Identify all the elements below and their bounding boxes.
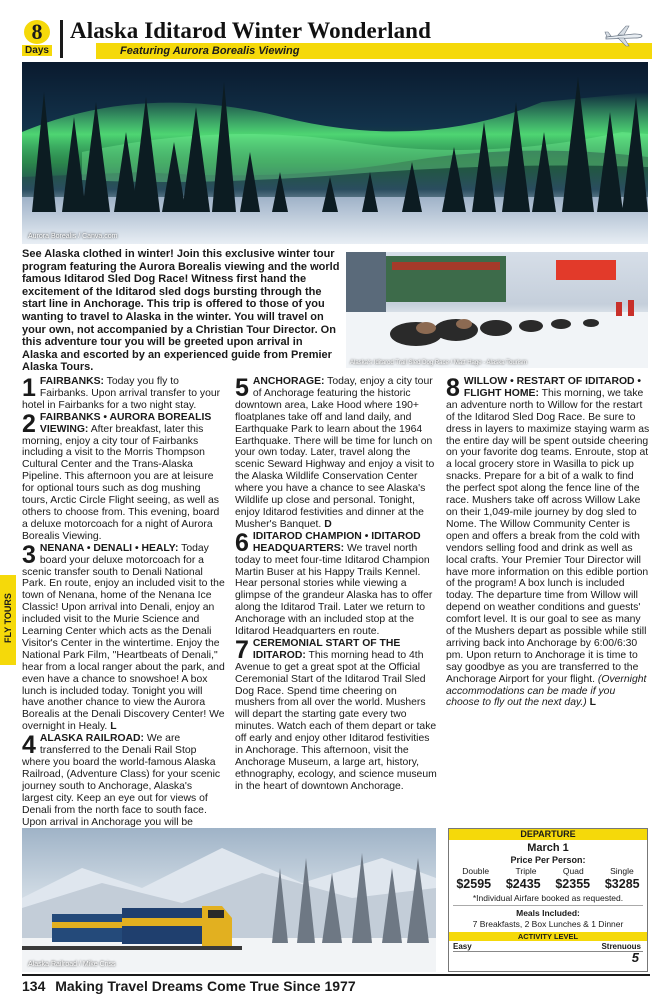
itinerary-day-6 (235, 528, 437, 638)
airfare-note: *Individual Airfare booked as requested. (472, 893, 624, 903)
price-quad: $2355 (555, 877, 591, 891)
day-heading: FAIRBANKS • AURORA BOREALIS VIEWING: (39, 411, 212, 435)
sled-dog-photo (346, 252, 648, 368)
room-prices (449, 877, 647, 891)
intro-text: See Alaska clothed in winter! Join this exclusive winter tour program featuring the Aurora Borealis viewing and the world famous Iditarod Sled Dog Race! Witness first hand the excitement of the Iditarod sled dogs bursting through the start line in Anchorage. This trip is offered to those of you wanting to travel to Alaska in the winter. You will travel on your own, not accompanied by a Christian Tour Director. On this adventure tour you will be greeted upon arrival in Alaska and escorted by an experienced guide from Premier Alaska Tours. (22, 248, 340, 374)
day-text: Today you fly to Fairbanks. Upon arrival transfer to your hotel in Fairbanks for a two night stay. (22, 376, 221, 411)
railroad-photo (22, 828, 436, 972)
price-double: $2595 (456, 877, 492, 891)
day-heading: ANCHORAGE: (252, 376, 325, 387)
day-text: After breakfast, later this morning, enjoy a city tour of Fairbanks including a visit to the Morris Thompson Cultural Center and the Trans-Alaska Pipeline. This afternoon you are at leisure for optional tours such as dog mushing tours, Arctic Circle Flight seeing, as well as others to choose from. This evening, board a deluxe motorcoach for a night of Aurora Borealis Viewing. (22, 423, 220, 542)
section-tab (0, 575, 16, 665)
day-meal-code: L (589, 697, 596, 709)
sled-dog-photo-caption: Alaska's Iditarod Trail Sled Dog Race / Matt Hage - Alaska Tourism (350, 360, 528, 366)
header-divider (60, 20, 63, 58)
aurora-photo (22, 62, 648, 244)
footer-tagline: Making Travel Dreams Come True Since 1977 (55, 978, 356, 994)
day-number: 6 (235, 528, 249, 557)
meals-included: 7 Breakfasts, 2 Box Lunches & 1 Dinner (472, 919, 624, 929)
railroad-scene (22, 828, 436, 972)
divider (453, 905, 643, 906)
day-heading: IDITAROD CHAMPION • IDITAROD HEADQUARTERS: (252, 530, 421, 554)
itinerary-day-5 (235, 376, 437, 531)
itinerary-day-8 (446, 376, 650, 709)
day-number: 3 (22, 540, 36, 569)
day-heading: CEREMONIAL START OF THE IDITAROD: (252, 637, 401, 661)
day-heading: WILLOW • RESTART OF IDITAROD • FLIGHT HOME: (463, 376, 642, 399)
departure-date: March 1 (527, 842, 569, 854)
days-number: 8 (24, 20, 50, 44)
itinerary-column-1 (22, 376, 226, 852)
airplane-icon (604, 24, 644, 48)
section-tab-label: FLY TOURS (3, 593, 13, 643)
day-heading: NENANA • DENALI • HEALY: (39, 542, 179, 554)
activity-level-heading: ACTIVITY LEVEL (449, 932, 647, 941)
day-note: (Overnight accommodations can be made if you choose to fly out the next day.) (446, 673, 647, 709)
room-type-triple: Triple (515, 866, 537, 876)
itinerary-day-2 (22, 409, 226, 543)
price-per-person-label: Price Per Person: (510, 855, 586, 865)
day-meal-code: D (324, 518, 332, 530)
day-number: 5 (235, 374, 249, 402)
room-type-double: Double (462, 866, 490, 876)
day-heading: FAIRBANKS: (39, 376, 104, 387)
aurora-photo-caption: Aurora Borealis / Canva.com (28, 233, 118, 240)
activity-easy-label: Easy (453, 942, 472, 951)
room-types (449, 866, 647, 876)
room-type-single: Single (610, 866, 634, 876)
day-number: 2 (22, 409, 36, 438)
itinerary-day-1 (22, 376, 226, 412)
days-badge (22, 20, 52, 58)
itinerary-column-3 (446, 376, 650, 709)
page-subtitle: Featuring Aurora Borealis Viewing (96, 43, 652, 59)
itinerary-day-3 (22, 540, 226, 734)
day-heading: ALASKA RAILROAD: (39, 733, 144, 745)
activity-level-scale (449, 941, 647, 963)
sled-dog-scene (346, 252, 648, 368)
day-number: 1 (22, 374, 36, 402)
activity-level-value: 5 (631, 950, 639, 965)
days-label: Days (22, 45, 52, 56)
price-single: $3285 (604, 877, 640, 891)
activity-scale-line (453, 951, 643, 952)
day-text: We travel north today to meet four-time Iditarod Champion Martin Buser at his Happy Trails Kennel. Hear personal stories while viewing a glimpse of the grandeur Alaska has to offer along the Iditarod Trail. Later we return to Anchorage with an included stop at the Iditarod Headquarters en route. (235, 542, 433, 638)
day-number: 7 (235, 635, 249, 664)
meals-heading: Meals Included: (516, 908, 580, 918)
day-text: Today board your deluxe motorcoach for a scenic transfer south to Denali National Park. En route, enjoy an included visit to the town of Nenana, home of the Nenana Ice Classic! Upon arrival into Denali, enjoy an included visit to the Murie Science and Learning Center which acts as the Denali Visitor's Center in the wintertime. Enjoy the National Park Film, "Heartbeats of Denali," hear from a local ranger about the park, and even have a chance to snowshoe! A box lunch is included today. Tonight you will have another chance to view the Aurora Borealis at the Denali Discovery Center! We overnight in Healy. (22, 542, 225, 733)
page-header (22, 18, 650, 60)
page-footer (22, 978, 356, 994)
footer-divider (22, 974, 650, 976)
departure-box (448, 828, 648, 972)
day-text: This morning head to 4th Avenue to get a great spot at the Official Ceremonial Start of the Iditarod Trail Sled Dog Race. Spend time cheering on mushers from all over the world. Mushers will depart the starting gate every two minutes. Watch each of them depart or take off early and enjoy other Iditarod festivities in Anchorage. This afternoon, visit the Anchorage Museum, a large art, history, ethnography, ecology, and science museum in the heart of downtown Anchorage. (235, 649, 437, 792)
day-meal-code: L (110, 721, 117, 733)
activity-strenuous-label: Strenuous (601, 942, 641, 951)
railroad-photo-caption: Alaska Railroad / Mike Criss (28, 961, 116, 968)
departure-heading: DEPARTURE (449, 829, 647, 840)
day-text: Today, enjoy a city tour of Anchorage featuring the historic downtown area, Lake Hood where 190+ floatplanes take off and land daily, and Earthquake Park to learn about the 1964 Earthquake. There will be time for lunch on your own today. Later, travel along the scenic Seward Highway and enjoy a visit to the Alaska Wildlife Conservation Center where you have a chance to see Alaska's Wildlife up close and personal. Tonight, enjoy Iditarod festivities and dinner at the Musher's Banquet. (235, 376, 435, 530)
day-number: 4 (22, 731, 36, 760)
room-type-quad: Quad (562, 866, 584, 876)
page-title: Alaska Iditarod Winter Wonderland (70, 18, 431, 43)
day-text: This morning, we take an adventure north to Willow for the restart of the Iditarod Sled Dog Race. Be sure to dress in layers to maximize staying warm as the entire day will be spent outside cheering on your favorite dog teams. Enroute, stop at a local grocery store in Wasilla to pick up snacks. Prepare for a bit of a walk to find the perfect spot along the fence line of the race. Mushers take off across Willow Lake on their 1,049-mile journey by dog sled to Nome. The Willow Community Center is open and offers a break from the cold with vendors selling food and drink as well as local crafts. Your Premier Tour Director will have more information on this edible portion of the program! A box lunch is included today. The departure time from Willow will depend on weather conditions and guests' comfort level. It is our goal to see as many of the Mushers depart as possible while still arriving back into Anchorage by 6:00/6:30 pm. Upon return to Anchorage it is time to say goodbye as you are transferred to the Anchorage Airport for your flight. (446, 387, 650, 685)
day-number: 8 (446, 374, 460, 402)
page-number: 134 (22, 978, 46, 994)
day-text: We are transferred to the Denali Rail Stop where you board the world-famous Alaska Railroad, (Adventure Class) for your scenic journey south to Anchorage, Alaska's largest city. Keep an eye out for views of Denali from the north face to south face. Upon arrival in Anchorage you will be (22, 733, 221, 828)
itinerary-column-2 (235, 376, 437, 793)
aurora-scene (22, 62, 648, 244)
price-triple: $2435 (505, 877, 541, 891)
itinerary-day-7 (235, 635, 437, 793)
